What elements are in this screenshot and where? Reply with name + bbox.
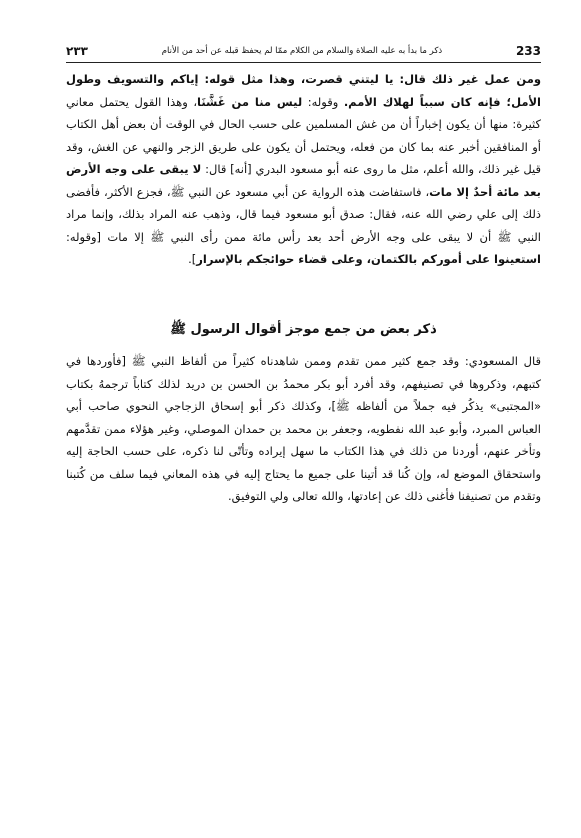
text-2: ، وهذا القول يحتمل معاني كثيرة: منها أن يكون إخباراً أن من غش المسلمين على حسب الحال في الوقت أن بعض أهل الكتاب أو المنافقين أخبر عنه بما كان من فعله، ويحتمل أن يكون على طريق الزجر والنهي عن الغش، وقد قيل غير ذلك، والله أعلم، مثل ما روى عنه أبو مسعود البدري [أنه] قال:: [66, 94, 541, 176]
running-title: ذكر ما بدأ به عليه الصلاة والسلام من الكلام ممّا لم يحفظ قبله عن أحد من الأنام: [161, 46, 443, 56]
page-number-arabic: ٢٣٣: [66, 44, 88, 58]
header-divider: [66, 62, 541, 63]
quote-2: ليس منا من غَشَّنَا: [197, 94, 303, 109]
paragraph-1-text: [66, 68, 541, 271]
quote-1: ومن عمل غير ذلك قال: يا ليتني قصرت، وهذا مثل قوله: إياكم والتسويف وطول الأمل؛ فإنه كان سبباً لهلاك الأمم.: [66, 72, 541, 109]
paragraph-2: [66, 350, 541, 508]
text-4: ].: [188, 252, 197, 266]
text-3: ، فاستفاضت هذه الرواية عن أبي مسعود عن النبي ﷺ، فجزع الأكثر، فأفضى ذلك إلى علي رضي الله عنه، فقال: صدق أبو مسعود فيما قال، وذهب عنه المراد بذلك، وإنما مراد النبي ﷺ أن لا يبقى على وجه الأرض أحد بعد رأس مائة ممن رأى النبي ﷺ إلا مات [وقوله:: [66, 184, 541, 244]
quote-4: استعينوا على أموركم بالكتمان، وعلى قضاء حوائجكم بالإسرار: [196, 252, 541, 266]
paragraph-1: [66, 68, 541, 271]
running-header: [66, 40, 541, 60]
page-number-latin: 233: [515, 44, 541, 58]
paragraph-2-text: قال المسعودي: وقد جمع كثير ممن تقدم وممن شاهدناه كثيراً من ألفاظ النبي ﷺ [فأوردها في كتبهم، وذكروها في تصنيفهم، وقد أفرد أبو بكر محمدُ بن الحسن بن دريد لذلك كتاباً ترجمهُ بكتاب «المجتبى» يذكُر فيه جملاً من ألفاظه ﷺ]، وكذلك ذكر أبو إسحاق الزجاجي النحوي صاحب أبي العباس المبرد، وأبو عبد الله نفطويه، وجعفر بن محمد بن حمدان الموصلي، وغير هؤلاء ممن تقدَّمهم وتأخر عنهم، أوردنا من ذلك في هذا الكتاب ما سهل إيراده وتأتّى لنا ذكره، على حسب الحاجة إليه واستحقاق الموضع له، وإن كُنا قد أتينا على جميع ما يحتاج إليه في هذه المعاني فيما سلف من كُتبنا وتقدم من تصنيفنا فأغنى ذلك عن إعادتها، والله تعالى ولي التوفيق.: [66, 354, 541, 503]
quote-3: لا يبقى على وجه الأرض بعد مائة أحدٌ إلا مات: [66, 162, 541, 199]
text-1: وقوله:: [302, 94, 344, 109]
section-heading: ذكر بعض من جمع موجز أقوال الرسول ﷺ: [170, 322, 437, 337]
